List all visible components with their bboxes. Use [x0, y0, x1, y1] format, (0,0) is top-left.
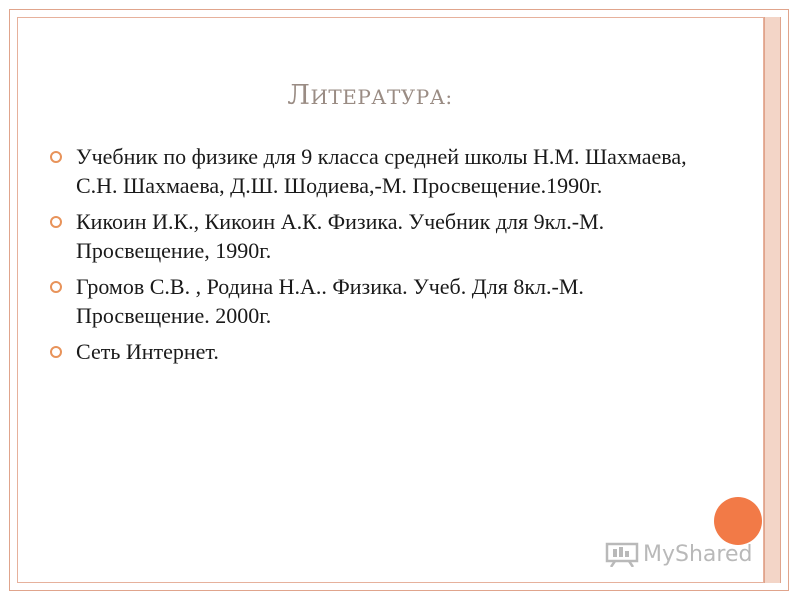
watermark-text: MyShared — [643, 541, 753, 567]
presentation-board-icon — [605, 541, 639, 567]
list-item — [48, 272, 708, 330]
title-rest: ИТЕРАТУРА: — [310, 85, 453, 109]
myshared-watermark[interactable] — [605, 538, 752, 570]
bullet-circle-icon — [50, 151, 62, 163]
bullet-circle-icon — [50, 216, 62, 228]
title-first-letter: Л — [287, 80, 311, 111]
list-item — [48, 337, 708, 366]
list-item — [48, 207, 708, 265]
slide-title — [0, 80, 740, 111]
list-item-text: Учебник по физике для 9 класса средней школы Н.М. Шахмаева, С.Н. Шахмаева, Д.Ш. Шодиева,-М. Просвещение.1990г. — [76, 144, 687, 198]
slide-right-band — [764, 17, 781, 583]
list-item-text: Сеть Интернет. — [76, 339, 219, 364]
bullet-circle-icon — [50, 346, 62, 358]
literature-list — [48, 142, 708, 373]
list-item — [48, 142, 708, 200]
bullet-circle-icon — [50, 281, 62, 293]
list-item-text: Кикоин И.К., Кикоин А.К. Физика. Учебник для 9кл.-М. Просвещение, 1990г. — [76, 209, 605, 263]
list-item-text: Громов С.В. , Родина Н.А.. Физика. Учеб. Для 8кл.-М. Просвещение. 2000г. — [76, 274, 584, 328]
